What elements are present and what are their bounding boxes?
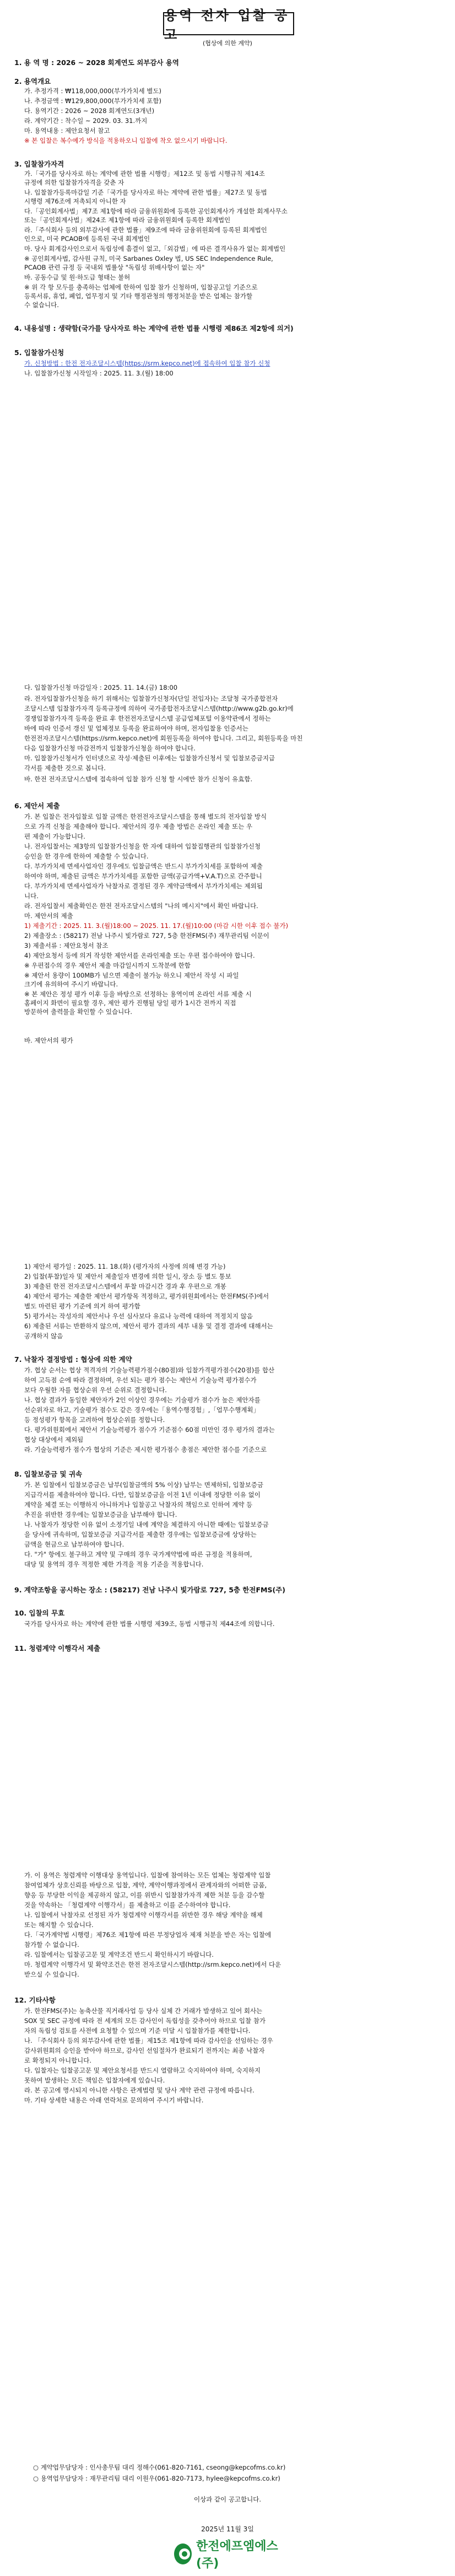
text-line: 가.「국가를 당사자로 하는 계약에 관한 법률 시행령」제12조 및 동법 시행규칙 제14조 <box>24 170 265 178</box>
text-line: 경쟁입찰참가자격 등록을 완료 후 한전전자조달시스템 공급업체포털 이용약관에서 정하는 <box>24 715 271 722</box>
text-line: 나. 전자입찰서는 제3항의 입찰참가신청을 한 자에 대하여 입찰집행관의 입찰참가신청 <box>24 842 261 850</box>
section-4: 4. 내용설명 : 생략함(국가를 당사자로 하는 계약에 관한 법률 시행령 제86조 제2항에 의거) <box>14 324 294 332</box>
text-line: 6) 제출된 서류는 반환하지 않으며, 제안서 평가 결과의 세부 내용 및 결정 결과에 대해서는 <box>24 1322 273 1330</box>
text-line: 방문하여 출력물을 확인할 수 있습니다. <box>24 1008 133 1016</box>
text-line: 받으실 수 있습니다. <box>24 1971 79 1978</box>
company-name: 한전에프엠에스(주) <box>196 2540 278 2570</box>
text-line: 수 없습니다. <box>24 301 59 309</box>
page-subtitle: (협상에 의한 계약) <box>203 40 252 47</box>
text-line: 3) 제출된 한전 전자조달시스템에서 투찰 마감시간 경과 후 우편으로 개봉 <box>24 1282 226 1290</box>
section-8-heading: 8. 입찰보증금 및 귀속 <box>14 1470 83 1478</box>
text-line: 하여야 하며, 제출된 금액은 부가가치세를 포함한 금액(공급가액+V.A.T)으로 간주합니 <box>24 872 262 880</box>
text-line: 다. 용역기간 : 2026 ~ 2028 회계연도(3개년) <box>24 107 155 115</box>
text-line: 다. 평가위원회에서 제안서 기술능력평가 점수가 기준점수 60점 미만인 경우 평가의 결과는 <box>24 1426 275 1434</box>
text-line: 못하여 발생하는 모든 책임은 입찰자에게 있습니다. <box>24 2076 165 2084</box>
text-line: 다음 입찰참가신청 마감전까지 입찰참가신청을 하여야 합니다. <box>24 744 196 752</box>
kepco-fms-logo-icon <box>174 2543 192 2564</box>
text-line: 또는「공인회계사법」제24조 제1항에 따라 금융위원회에 등록한 회계법인 <box>24 216 231 224</box>
text-line: 마. 용역내용 : 제안요청서 참고 <box>24 127 110 135</box>
text-line: 가. 추정가격 : ₩118,000,000(부가가치세 별도) <box>24 87 161 95</box>
text-line: 가. 한전FMS(주)는 농축산물 직거래사업 등 당사 실체 간 거래가 발생하고 있어 회사는 <box>24 2007 263 2015</box>
text-line: 4) 제안요청서 등에 의거 작성한 제안서를 온라인제출 또는 우편 접수하여야 합니다. <box>24 952 255 959</box>
text-line: 다. 부가가치세 면세사업자가 낙찰자로 결정된 경우 계약금액에서 부가가치세는 제외됩 <box>24 882 263 890</box>
text-line: 공개하지 않음 <box>24 1332 63 1340</box>
text-line: 향응 등 부당한 이익을 제공하지 않고, 이를 위반시 입찰참가자격 제한 처분 등을 감수할 <box>24 1891 265 1899</box>
text-line: 나. 낙찰자가 정당한 이유 없이 소정기일 내에 계약을 체결하지 아니한 때에는 입찰보증금 <box>24 1521 269 1528</box>
section-2-heading: 2. 용역개요 <box>14 77 51 85</box>
contact-line: ○ 용역업무담당자 : 재무관리팀 대리 이원우(061-820-7173, hylee@kepcofms.co.kr) <box>33 2475 280 2482</box>
section-11-heading: 11. 청렴계약 이행각서 제출 <box>14 1644 100 1652</box>
section-1: 1. 용 역 명 : 2026 ~ 2028 회계연도 외부감사 용역 <box>14 58 179 67</box>
closing-text: 이상과 같이 공고합니다. <box>193 2496 262 2503</box>
text-line: 라. 계약기간 : 착수일 ~ 2029. 03. 31.까지 <box>24 117 148 125</box>
text-line: 금액을 현금으로 납부하여야 합니다. <box>24 1541 124 1548</box>
srm-link[interactable]: 가. 신청방법 : 한전 전자조달시스템(https://srm.kepco.net)에 접속하여 입찰 참가 신청 <box>24 359 270 367</box>
section-9: 9. 계약조항을 공시하는 장소 : (58217) 전남 나주시 빛가람로 727, 5층 한전FMS(주) <box>14 1586 285 1594</box>
text-line: 또는 해지할 수 있습니다. <box>24 1921 94 1929</box>
company-logo <box>174 2540 284 2570</box>
text-line: 다.「공인회계사법」제7조 제1항에 따라 금융위원회에 등록한 공인회계사가 개설한 회계사무소 <box>24 207 288 215</box>
text-line: 1) 제안서 평가일 : 2025. 11. 18.(화) (평가자의 사정에 의해 변경 가능) <box>24 1263 226 1270</box>
text-line: 2) 입찰(투찰)일자 및 제안서 제출일자 변경에 의한 일시, 장소 등 별도 통보 <box>24 1273 231 1280</box>
text-line: 바. 한전 전자조달시스템에 접속하여 입찰 참가 신청 할 시에만 참가 신청이 유효함. <box>24 775 253 783</box>
text-line: 감사위원회의 승인을 받아야 하므로, 감사인 선임절차가 완료되기 전까지는 최종 낙찰자 <box>24 2047 265 2054</box>
text-line: 등 정성평가 항목을 고려하여 협상순위를 정합니다. <box>24 1416 165 1424</box>
text-line: 1) 제출기간 : 2025. 11. 3.(월)18:00 ~ 2025. 11. 17.(월)10:00 (마감 시한 이후 접수 불가) <box>24 922 289 930</box>
text-line: 협상 대상에서 제외됨 <box>24 1436 84 1443</box>
text-line: 3) 제출서류 : 제안요청서 참조 <box>24 942 109 949</box>
section-6-heading: 6. 제안서 제출 <box>14 802 60 810</box>
text-line: 하여 고득점 순에 따라 결정하며, 우선 되는 평가 점수는 제안서 기술능력 평가점수가 <box>24 1376 257 1384</box>
text-line: 4) 제안서 평가는 제출한 제안서 평가항목 적정하고, 평가위원회에서는 한전FMS(주)에서 <box>24 1292 269 1300</box>
text-line: 조달시스템 입찰참가자격 등록규정에 의하여 국가종합전자조달시스템(http://www.g2b.go.kr)에 <box>24 705 294 712</box>
contact-line: ○ 계약업무담당자 : 인사총무팀 대리 정해수(061-820-7161, cseong@kepcofms.co.kr) <box>33 2464 286 2471</box>
text-line: ※ 본 제안은 정성 평가 이후 등을 바탕으로 선정하는 용역이며 온라인 서류 제출 시 <box>24 990 252 998</box>
text-line: 다. 입찰참가신청 마감일자 : 2025. 11. 14.(금) 18:00 <box>24 684 178 691</box>
page-title: 용역 전자 입찰 공고 <box>163 12 294 35</box>
text-line: 인으로, 미국 PCAOB에 등록된 국내 회계법인 <box>24 235 150 243</box>
text-line: 바. 공동수급 및 원·하도급 형태는 불허 <box>24 273 131 281</box>
text-line: 시행령 제76조에 저촉되지 아니한 자 <box>24 197 126 205</box>
section-3-heading: 3. 입찰참가자격 <box>14 160 64 168</box>
notice-date: 2025년 11월 3일 <box>201 2525 254 2533</box>
text-line: 나. 협상 결과가 동일한 제안자가 2인 이상인 경우에는 기술평가 점수가 높은 제안자를 <box>24 1396 261 1404</box>
text-line: 선순위자로 하고, 기술평가 점수도 같은 경우에는「용역수행경험」,「업무수행계획」 <box>24 1406 260 1414</box>
text-line: 다. 부가가치세 면세사업자인 경우에도 입찰금액은 반드시 부가가치세를 포함하여 제출 <box>24 862 263 870</box>
text-line: 계약을 체결 또는 이행하지 아니하거나 입찰공고 낙찰자의 책임으로 인하여 계약 등 <box>24 1501 253 1509</box>
text-line: 등록서류, 휴업, 폐업, 업무정지 및 기타 행정관청의 행정처분을 받은 업체는 참가할 <box>24 292 253 300</box>
text-line: 라. 입찰에서는 입찰공고문 및 계약조건 반드시 확인하시기 바랍니다. <box>24 1951 214 1958</box>
text-line: 참가할 수 없습니다. <box>24 1941 79 1949</box>
text-line: 크기에 유의하여 주시기 바랍니다. <box>24 980 118 988</box>
text-line: 다.「국가계약법 시행령」제76조 제1항에 따른 부정당업자 제재 처분을 받은 자는 입찰에 <box>24 1931 272 1939</box>
text-line: ※ 제안서 용량이 100MB가 넘으면 제출이 불가능 하오니 제안서 작성 시 파일 <box>24 972 239 979</box>
text-line: 나. 「주식회사 등의 외부감사에 관한 법률」제15조 제1항에 따라 감사인을 선임하는 경우 <box>24 2037 273 2044</box>
text-line: 마. 청렴계약 이행각서 및 확약조건은 한전 전자조달시스템(http://srm.kepco.net)에서 다운 <box>24 1961 281 1968</box>
text-line: 2) 제출장소 : (58217) 전남 나주시 빛가람로 727, 5층 한전FMS(주) 재무관리팀 이문이 <box>24 932 269 940</box>
text-line: 가. 본 입찰에서 입찰보증금은 납부(입찰금액의 5% 이상) 납부는 면제하되, 입찰보증금 <box>24 1481 264 1489</box>
text-line: 승인을 한 경우에 한하여 제출할 수 있습니다. <box>24 852 149 860</box>
section-5-heading: 5. 입찰참가신청 <box>14 348 64 357</box>
text-line: 대당 및 용역의 경우 적정한 제한 가격을 적용 기준을 적용합니다. <box>24 1560 204 1568</box>
text-line: 마. 제안서의 제출 <box>24 912 73 920</box>
text-line: ※ 본 입찰은 복수예가 방식을 적용하오니 입찰에 착오 없으시기 바랍니다. <box>24 137 228 144</box>
text-line: 라.「주식회사 등의 외부감사에 관한 법률」제9조에 따라 금융위원회에 등록된 회계법인 <box>24 226 267 234</box>
text-line: 바. 제안서의 평가 <box>24 1037 73 1044</box>
text-line: 바에 따라 인증서 갱신 및 업체정보 등록을 완료하여야 하며, 전자입찰용 인증서는 <box>24 724 248 732</box>
text-line: 나. 입찰에서 낙찰자로 선정된 자가 청렴계약 이행각서를 위반한 경우 해당 계약을 해제 <box>24 1911 263 1919</box>
text-line: ※ 공인회계사법, 감사원 규칙, 미국 Sarbanes Oxley 법, US SEC Independence Rule, <box>24 255 273 262</box>
text-line: 규정에 의한 입찰참가자격을 갖춘 자 <box>24 179 124 186</box>
section-7-heading: 7. 낙찰자 결정방법 : 협상에 의한 계약 <box>14 1355 132 1364</box>
text-line: 다. "가" 항에도 불구하고 계약 및 구매의 경우 국가계약법에 따른 규정을 적용하며, <box>24 1550 252 1558</box>
text-line: 라. 기술능력평가 점수가 협상의 기준은 제시한 평가점수 총점은 제안한 점수를 기준으로 <box>24 1446 267 1453</box>
text-line: 으로 가격 신청을 제출해야 합니다. 제안서의 경우 제출 방법은 온라인 제출 또는 우 <box>24 823 253 830</box>
text-line: 라. 본 공고에 명시되지 아니한 사항은 관계법령 및 당사 계약 관련 규정에 따릅니다. <box>24 2086 254 2094</box>
text-line: 나. 추정금액 : ₩129,800,000(부가가치세 포함) <box>24 97 161 105</box>
text-line: 을 당사에 귀속하며, 입찰보증금 지급각서를 제출한 경우에는 입찰보증금에 상당하는 <box>24 1531 257 1538</box>
section-10-heading: 10. 입찰의 무효 <box>14 1609 65 1617</box>
text-line: 편 제출이 가능합니다. <box>24 833 85 840</box>
text-line: 가. 이 용역은 청렴계약 이행대상 용역입니다. 입찰에 참여하는 모든 업체는 청렴계약 입찰 <box>24 1871 271 1879</box>
text-line: 라. 전자입찰참가신청을 하기 위해서는 입찰참가신청자(단일 전입자)는 조달청 국가종합전자 <box>24 695 278 702</box>
text-line: 라. 전자입찰서 제출확인은 한전 전자조달시스템의 "나의 메시지"에서 확인 바랍니다. <box>24 902 258 910</box>
text-line: 나. 입찰참가등록마감일 기준「국가를 당사자로 하는 계약에 관한 법률」제27조 및 동법 <box>24 189 267 196</box>
text-line: 별도 마련된 평가 기준에 의거 하여 평가함 <box>24 1302 140 1310</box>
text-line: 국가를 당사자로 하는 계약에 관한 법률 시행령 제39조, 동법 시행규칙 제44조에 의합니다. <box>24 1620 275 1628</box>
text-line: PCAOB 관련 규정 등 국내외 법률상 "독립성 위배사항이 없는 자" <box>24 264 205 271</box>
text-line: 마. 입찰참가신청서가 인터넷으로 작성·제출된 이후에는 입찰참가신청서 및 입찰보증금지급 <box>24 754 275 762</box>
text-line: ※ 위 각 항 모두를 충족하는 업체에 한하여 입찰 참가 신청하며, 입찰공고일 기준으로 <box>24 283 258 291</box>
text-line: 다. 입찰자는 입찰공고문 및 제안요청서를 반드시 열람하고 숙지하여야 하며, 숙지하지 <box>24 2067 261 2074</box>
text-line: 지급각서를 제출하여야 합니다. 다만, 입찰보증금을 이전 1년 이내에 정당한 이유 없이 <box>24 1491 261 1499</box>
text-line: 5) 평가서는 작성자의 제안서나 우선 심사보다 유료나 능력에 대하여 적정치지 않음 <box>24 1312 253 1320</box>
text-line: 마. 당사 회계감사인으로서 독립성에 흠결이 없고,「외감법」에 따른 결격사유가 없는 회계법인 <box>24 245 286 253</box>
text-line: ※ 우편접수의 경우 제안서 제출 마감일시까지 도착분에 한함 <box>24 962 191 969</box>
text-line: 나. 입찰참가신청 시작일자 : 2025. 11. 3.(월) 18:00 <box>24 369 174 377</box>
text-line: 것을 약속하는 「청렴계약 이행각서」를 제출하고 이를 준수하여야 합니다. <box>24 1901 231 1909</box>
text-line: 각서를 제출한 것으로 봅니다. <box>24 764 106 772</box>
section-12-heading: 12. 기타사항 <box>14 1996 56 2004</box>
text-line: 자의 독립성 검토를 사전에 요청할 수 있으며 기준 미달 시 입찰참가를 제한합니다. <box>24 2027 251 2035</box>
text-line: SOX 및 SEC 규정에 따라 전 세계의 모든 감사인이 독립성을 갖추어야 하므로 입찰 참가 <box>24 2017 266 2025</box>
text-line: 참여업체가 상호신뢰를 바탕으로 입찰, 계약, 계약이행과정에서 관계자와의 어떠한 금품, <box>24 1881 267 1889</box>
text-line: 한전전자조달시스템(https://srm.kepco.net)에 회원등록을 하여야 합니다. 그리고, 회원등록을 마친 <box>24 734 303 742</box>
text-line: 니다. <box>24 892 39 900</box>
text-line: 보다 우월한 자를 협상순위 우선 순위로 결정합니다. <box>24 1386 167 1394</box>
text-line: 가. 협상 순서는 협상 적격자의 기술능력평가점수(80점)와 입찰가격평가점수(20점)를 합산 <box>24 1366 275 1374</box>
text-line: 추진을 위반한 경우에는 입찰보증금을 납부해야 합니다. <box>24 1511 177 1518</box>
text-line: 로 확정되지 아니합니다. <box>24 2057 92 2064</box>
text-line: 마. 기타 상세한 내용은 아래 연락처로 문의하여 주시기 바랍니다. <box>24 2096 204 2104</box>
text-line: 홈페이지 화면이 필요할 경우, 제안 평가 진행될 당일 평가 1시간 전까지 직접 <box>24 999 236 1007</box>
text-line: 가. 본 입찰은 전자입찰로 입찰 금액은 한전전자조달시스템을 통해 별도의 전자입찰 방식 <box>24 813 267 820</box>
